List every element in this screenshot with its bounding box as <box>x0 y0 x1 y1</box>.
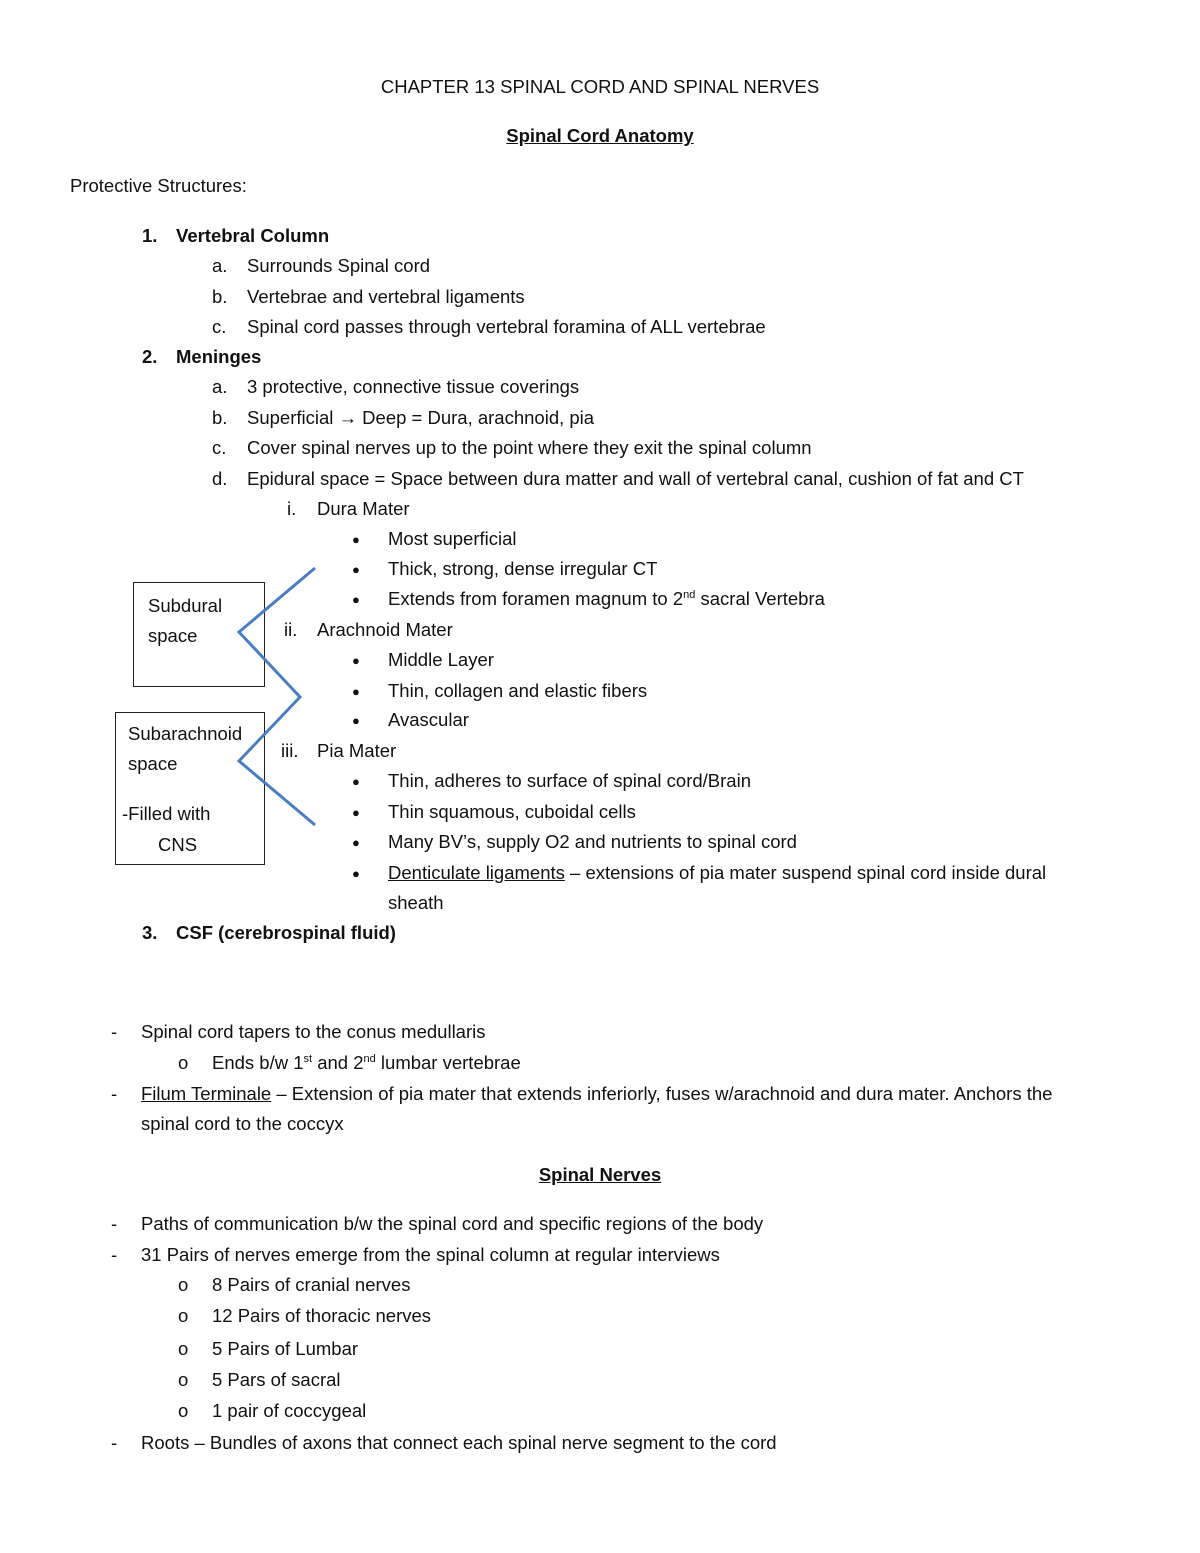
ordinal-suffix: nd <box>363 1053 376 1065</box>
filum-terminale-term: Filum Terminale <box>141 1083 272 1104</box>
bullet-icon: ● <box>352 532 360 547</box>
bullet-icon: ● <box>352 562 360 577</box>
filum-text: – Extension of pia mater that extends inferiorly, fuses w/arachnoid and dura mater. Anchors the <box>271 1083 1053 1104</box>
list-item: 8 Pairs of cranial nerves <box>212 1274 411 1295</box>
connector-zigzag <box>239 568 315 825</box>
roman-marker-iii: iii. <box>281 740 299 761</box>
subarachnoid-label: Subarachnoid <box>128 723 243 744</box>
deep-text: Deep = Dura, arachnoid, pia <box>362 407 595 428</box>
vertebral-column-label: Vertebral Column <box>176 225 330 246</box>
list-item: 5 Pars of sacral <box>212 1369 341 1390</box>
extends-text-end: sacral Vertebra <box>695 588 825 609</box>
bullet-icon: ● <box>352 684 360 699</box>
list-item-continuation: spinal cord to the coccyx <box>141 1113 344 1134</box>
ordinal-suffix: st <box>303 1053 313 1065</box>
list-number-1: 1. <box>142 225 158 246</box>
pia-mater-label: Pia Mater <box>317 740 397 761</box>
list-marker: d. <box>212 468 228 489</box>
list-item: 12 Pairs of thoracic nerves <box>212 1305 432 1326</box>
subdural-label: Subdural <box>148 595 223 616</box>
list-item <box>141 1085 1052 1104</box>
meninges-label: Meninges <box>176 346 262 367</box>
list-item: Spinal cord tapers to the conus medullaris <box>141 1021 486 1042</box>
list-item: Many BV’s, supply O2 and nutrients to spinal cord <box>388 831 797 852</box>
dash-marker: - <box>111 1021 118 1042</box>
list-item: Thin, adheres to surface of spinal cord/Brain <box>388 770 751 791</box>
circle-marker: o <box>178 1052 189 1073</box>
list-item <box>212 1054 521 1073</box>
subarachnoid-note: -Filled with <box>122 803 211 824</box>
csf-label: CSF (cerebrospinal fluid) <box>176 922 396 943</box>
denticulate-ligaments-term: Denticulate ligaments <box>388 862 565 883</box>
arachnoid-mater-label: Arachnoid Mater <box>317 619 453 640</box>
superficial-text: Superficial <box>247 407 334 428</box>
ends-text: Ends b/w 1 <box>212 1052 304 1073</box>
bullet-icon: ● <box>352 653 360 668</box>
list-item: Spinal cord passes through vertebral foramina of ALL vertebrae <box>247 316 766 337</box>
list-item: Middle Layer <box>388 649 494 670</box>
arrow-icon: → <box>338 407 358 428</box>
list-item: Surrounds Spinal cord <box>247 255 431 276</box>
circle-marker: o <box>178 1305 189 1326</box>
ends-text-end: lumbar vertebrae <box>375 1052 521 1073</box>
ordinal-suffix: nd <box>683 589 696 601</box>
list-item: 31 Pairs of nerves emerge from the spinal column at regular interviews <box>141 1244 720 1265</box>
list-item: Paths of communication b/w the spinal cord and specific regions of the body <box>141 1213 764 1234</box>
list-number-2: 2. <box>142 346 158 367</box>
list-marker: a. <box>212 376 228 397</box>
bullet-icon: ● <box>352 774 360 789</box>
list-item: 3 protective, connective tissue coverings <box>247 376 580 397</box>
subarachnoid-label-line2: space <box>128 753 178 774</box>
list-number-3: 3. <box>142 922 158 943</box>
list-marker: b. <box>212 286 228 307</box>
document-title: CHAPTER 13 SPINAL CORD AND SPINAL NERVES <box>380 76 820 97</box>
roman-marker-ii: ii. <box>284 619 298 640</box>
dura-mater-label: Dura Mater <box>317 498 410 519</box>
section-heading-spinal-cord-anatomy: Spinal Cord Anatomy <box>506 125 694 146</box>
bullet-icon: ● <box>352 835 360 850</box>
list-item: Epidural space = Space between dura matter and wall of vertebral canal, cushion of fat and CT <box>247 468 1024 489</box>
list-item: Vertebrae and vertebral ligaments <box>247 286 525 307</box>
list-marker: c. <box>212 437 227 458</box>
list-item: Thin squamous, cuboidal cells <box>388 801 636 822</box>
circle-marker: o <box>178 1274 189 1295</box>
subarachnoid-note-line2: CNS <box>158 834 198 855</box>
bullet-icon: ● <box>352 713 360 728</box>
roman-marker-i: i. <box>287 498 297 519</box>
bullet-icon: ● <box>352 805 360 820</box>
circle-marker: o <box>178 1338 189 1359</box>
dash-marker: - <box>111 1213 118 1234</box>
list-item-continuation: sheath <box>388 892 444 913</box>
denticulate-text: – extensions of pia mater suspend spinal cord inside dural <box>564 862 1047 883</box>
bullet-icon: ● <box>352 592 360 607</box>
circle-marker: o <box>178 1369 189 1390</box>
section-heading-spinal-nerves: Spinal Nerves <box>538 1164 662 1185</box>
dash-marker: - <box>111 1432 118 1453</box>
list-marker: a. <box>212 255 228 276</box>
list-marker: b. <box>212 407 228 428</box>
list-item: Cover spinal nerves up to the point where they exit the spinal column <box>247 437 812 458</box>
ends-text-mid: and 2 <box>312 1052 364 1073</box>
list-item: 5 Pairs of Lumbar <box>212 1338 359 1359</box>
list-marker: c. <box>212 316 227 337</box>
list-item: Roots – Bundles of axons that connect each spinal nerve segment to the cord <box>141 1432 777 1453</box>
bullet-icon: ● <box>352 866 360 881</box>
dash-marker: - <box>111 1083 118 1104</box>
subdural-label-line2: space <box>148 625 198 646</box>
list-item: Avascular <box>388 709 469 730</box>
list-item: 1 pair of coccygeal <box>212 1400 367 1421</box>
circle-marker: o <box>178 1400 189 1421</box>
list-item: Thick, strong, dense irregular CT <box>388 558 658 579</box>
dash-marker: - <box>111 1244 118 1265</box>
protective-structures-label: Protective Structures: <box>70 175 247 196</box>
list-item: Thin, collagen and elastic fibers <box>388 680 648 701</box>
extends-text: Extends from foramen magnum to 2 <box>388 588 684 609</box>
list-item: Most superficial <box>388 528 517 549</box>
